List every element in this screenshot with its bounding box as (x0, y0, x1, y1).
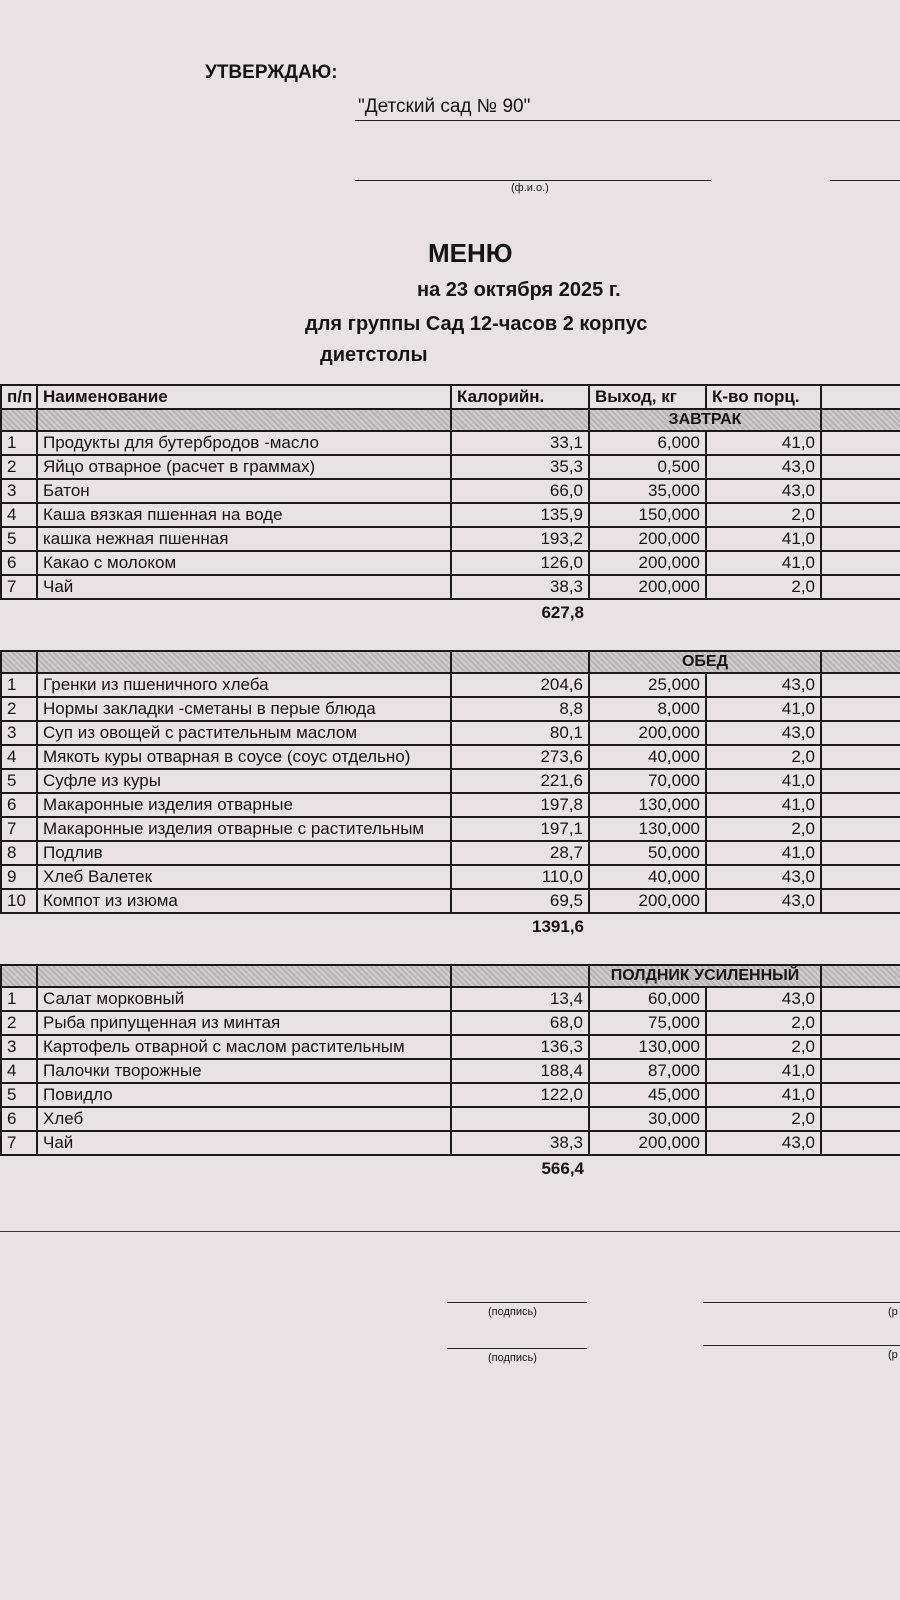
extra-cell (821, 745, 900, 769)
extra-cell (821, 431, 900, 455)
section-spacer (37, 651, 451, 673)
table-row (1, 527, 900, 551)
table-row (1, 697, 900, 721)
dish-name: Хлеб (37, 1107, 451, 1131)
extra-cell (821, 1035, 900, 1059)
row-number: 1 (1, 673, 37, 697)
table-row (1, 551, 900, 575)
dish-name: Мякоть куры отварная в соусе (соус отдельно) (37, 745, 451, 769)
portions-value: 43,0 (706, 455, 821, 479)
portions-value: 43,0 (706, 479, 821, 503)
table-row (1, 1035, 900, 1059)
signature-underline (830, 180, 900, 181)
table-row (1, 987, 900, 1011)
table-row (1, 1059, 900, 1083)
table-row (1, 503, 900, 527)
output-value: 70,000 (589, 769, 706, 793)
table-row (1, 817, 900, 841)
extra-cell (821, 1011, 900, 1035)
dish-name: Повидло (37, 1083, 451, 1107)
output-value: 0,500 (589, 455, 706, 479)
calories-value: 38,3 (451, 1131, 589, 1155)
portions-value: 2,0 (706, 575, 821, 599)
table-row (1, 769, 900, 793)
row-number: 9 (1, 865, 37, 889)
row-number: 2 (1, 455, 37, 479)
row-number: 8 (1, 841, 37, 865)
portions-value: 43,0 (706, 673, 821, 697)
row-number: 1 (1, 431, 37, 455)
menu-group: для группы Сад 12-часов 2 корпус (305, 313, 648, 335)
total-spacer (37, 599, 451, 626)
dish-name: Подлив (37, 841, 451, 865)
section-title: ОБЕД (589, 651, 821, 673)
total-spacer (589, 1155, 706, 1182)
row-number: 2 (1, 697, 37, 721)
dish-name: Макаронные изделия отварные с растительным (37, 817, 451, 841)
dish-name: Салат морковный (37, 987, 451, 1011)
dish-name: Продукты для бутербродов -масло (37, 431, 451, 455)
calories-value: 28,7 (451, 841, 589, 865)
section-total: 566,4 (541, 1159, 584, 1178)
dish-name: Суфле из куры (37, 769, 451, 793)
extra-cell (821, 1059, 900, 1083)
section-spacer (451, 965, 589, 987)
dish-name: Рыба припущенная из минтая (37, 1011, 451, 1035)
fio-underline (355, 180, 711, 181)
total-spacer (821, 599, 900, 626)
total-spacer (821, 913, 900, 940)
calories-value: 8,8 (451, 697, 589, 721)
section-header (1, 651, 900, 673)
dish-name: Какао с молоком (37, 551, 451, 575)
section-total-row (1, 599, 900, 626)
row-number: 4 (1, 503, 37, 527)
page-title: МЕНЮ (428, 238, 513, 268)
calories-value: 221,6 (451, 769, 589, 793)
section-header (1, 965, 900, 987)
output-value: 200,000 (589, 1131, 706, 1155)
calories-value: 204,6 (451, 673, 589, 697)
output-value: 150,000 (589, 503, 706, 527)
portions-value: 41,0 (706, 551, 821, 575)
fio-caption: (ф.и.о.) (511, 182, 549, 194)
extra-cell (821, 889, 900, 913)
row-number: 6 (1, 1107, 37, 1131)
total-spacer (37, 913, 451, 940)
output-value: 6,000 (589, 431, 706, 455)
output-value: 40,000 (589, 745, 706, 769)
extra-cell (821, 721, 900, 745)
portions-value: 2,0 (706, 1035, 821, 1059)
calories-value: 69,5 (451, 889, 589, 913)
section-spacer (1, 409, 37, 431)
total-spacer (706, 599, 821, 626)
gap-cell (1, 626, 900, 651)
row-number: 6 (1, 551, 37, 575)
column-header-portions: К-во порц. (706, 385, 821, 409)
extra-cell (821, 865, 900, 889)
calories-value: 66,0 (451, 479, 589, 503)
section-spacer (821, 965, 900, 987)
dish-name: Чай (37, 575, 451, 599)
extra-cell (821, 1083, 900, 1107)
portions-value: 2,0 (706, 1107, 821, 1131)
signature-caption-1: (подпись) (488, 1306, 537, 1318)
calories-value: 122,0 (451, 1083, 589, 1107)
approve-label: УТВЕРЖДАЮ: (205, 62, 338, 83)
row-number: 5 (1, 769, 37, 793)
section-spacer (1, 651, 37, 673)
row-number: 2 (1, 1011, 37, 1035)
extra-cell (821, 527, 900, 551)
section-gap (1, 626, 900, 651)
dish-name: Каша вязкая пшенная на воде (37, 503, 451, 527)
dish-name: Гренки из пшеничного хлеба (37, 673, 451, 697)
calories-value: 197,1 (451, 817, 589, 841)
section-spacer (451, 651, 589, 673)
organization-name: "Детский сад № 90" (358, 96, 531, 117)
total-spacer (1, 1155, 37, 1182)
column-header-number: п/п (1, 385, 37, 409)
table-row (1, 841, 900, 865)
extra-cell (821, 551, 900, 575)
column-header-calories: Калорийн. (451, 385, 589, 409)
row-number: 1 (1, 987, 37, 1011)
row-number: 5 (1, 527, 37, 551)
portions-value: 41,0 (706, 769, 821, 793)
portions-value: 2,0 (706, 1011, 821, 1035)
output-value: 130,000 (589, 817, 706, 841)
table-row (1, 431, 900, 455)
row-number: 3 (1, 721, 37, 745)
extra-cell (821, 575, 900, 599)
portions-value: 2,0 (706, 503, 821, 527)
calories-value: 197,8 (451, 793, 589, 817)
portions-value: 41,0 (706, 793, 821, 817)
calories-value (451, 1107, 589, 1131)
calories-value: 80,1 (451, 721, 589, 745)
extra-cell (821, 479, 900, 503)
table-row (1, 793, 900, 817)
row-number: 10 (1, 889, 37, 913)
section-total: 627,8 (541, 603, 584, 622)
output-value: 200,000 (589, 551, 706, 575)
row-number: 5 (1, 1083, 37, 1107)
portions-value: 41,0 (706, 697, 821, 721)
calories-value: 38,3 (451, 575, 589, 599)
column-header-extra (821, 385, 900, 409)
portions-value: 41,0 (706, 431, 821, 455)
calories-value: 33,1 (451, 431, 589, 455)
organization-underline (355, 120, 900, 121)
calories-value: 126,0 (451, 551, 589, 575)
portions-value: 43,0 (706, 889, 821, 913)
extra-cell (821, 503, 900, 527)
extra-cell (821, 769, 900, 793)
table-header (1, 385, 900, 409)
calories-value: 135,9 (451, 503, 589, 527)
right-caption-2: (р (888, 1349, 898, 1361)
output-value: 30,000 (589, 1107, 706, 1131)
table-row (1, 745, 900, 769)
dish-name: Картофель отварной с маслом растительным (37, 1035, 451, 1059)
calories-value: 13,4 (451, 987, 589, 1011)
total-spacer (821, 1155, 900, 1182)
calories-value: 188,4 (451, 1059, 589, 1083)
table-row (1, 721, 900, 745)
signature-caption-2: (подпись) (488, 1352, 537, 1364)
table-row (1, 1107, 900, 1131)
section-title: ЗАВТРАК (589, 409, 821, 431)
row-number: 6 (1, 793, 37, 817)
extra-cell (821, 1131, 900, 1155)
section-spacer (1, 965, 37, 987)
table-row (1, 889, 900, 913)
output-value: 87,000 (589, 1059, 706, 1083)
calories-value: 110,0 (451, 865, 589, 889)
portions-value: 43,0 (706, 721, 821, 745)
footer-divider (0, 1231, 900, 1232)
portions-value: 41,0 (706, 1083, 821, 1107)
gap-cell (1, 940, 900, 965)
row-number: 7 (1, 817, 37, 841)
dish-name: Чай (37, 1131, 451, 1155)
output-value: 45,000 (589, 1083, 706, 1107)
calories-value: 193,2 (451, 527, 589, 551)
extra-cell (821, 455, 900, 479)
section-gap (1, 940, 900, 965)
section-spacer (37, 965, 451, 987)
section-total-row (1, 913, 900, 940)
portions-value: 2,0 (706, 745, 821, 769)
table-row (1, 455, 900, 479)
section-spacer (821, 409, 900, 431)
output-value: 25,000 (589, 673, 706, 697)
table-row (1, 673, 900, 697)
row-number: 3 (1, 479, 37, 503)
dish-name: Яйцо отварное (расчет в граммах) (37, 455, 451, 479)
extra-cell (821, 841, 900, 865)
dish-name: Батон (37, 479, 451, 503)
output-value: 200,000 (589, 889, 706, 913)
row-number: 4 (1, 1059, 37, 1083)
section-spacer (451, 409, 589, 431)
output-value: 130,000 (589, 1035, 706, 1059)
right-signature-line-2 (703, 1345, 900, 1346)
total-spacer (589, 599, 706, 626)
right-signature-line-1 (703, 1302, 900, 1303)
signature-line-2 (447, 1348, 587, 1349)
output-value: 35,000 (589, 479, 706, 503)
dish-name: Компот из изюма (37, 889, 451, 913)
calories-value: 273,6 (451, 745, 589, 769)
portions-value: 43,0 (706, 865, 821, 889)
extra-cell (821, 673, 900, 697)
output-value: 75,000 (589, 1011, 706, 1035)
output-value: 8,000 (589, 697, 706, 721)
dish-name: Нормы закладки -сметаны в перые блюда (37, 697, 451, 721)
table-row (1, 575, 900, 599)
extra-cell (821, 697, 900, 721)
section-spacer (821, 651, 900, 673)
section-header (1, 409, 900, 431)
total-spacer (706, 913, 821, 940)
output-value: 50,000 (589, 841, 706, 865)
table-row (1, 865, 900, 889)
dish-name: Хлеб Валетек (37, 865, 451, 889)
calories-value: 136,3 (451, 1035, 589, 1059)
extra-cell (821, 817, 900, 841)
total-spacer (37, 1155, 451, 1182)
row-number: 7 (1, 575, 37, 599)
output-value: 200,000 (589, 527, 706, 551)
table-row (1, 1011, 900, 1035)
output-value: 40,000 (589, 865, 706, 889)
portions-value: 41,0 (706, 841, 821, 865)
column-header-output: Выход, кг (589, 385, 706, 409)
extra-cell (821, 1107, 900, 1131)
dish-name: Палочки творожные (37, 1059, 451, 1083)
section-total: 1391,6 (532, 917, 584, 936)
menu-table (0, 384, 900, 1182)
table-row (1, 479, 900, 503)
menu-diet: диетстолы (320, 344, 428, 366)
total-spacer (589, 913, 706, 940)
section-spacer (37, 409, 451, 431)
table-row (1, 1131, 900, 1155)
right-caption-1: (р (888, 1306, 898, 1318)
column-header-name: Наименование (37, 385, 451, 409)
section-total-row (1, 1155, 900, 1182)
section-title: ПОЛДНИК УСИЛЕННЫЙ (589, 965, 821, 987)
total-spacer (1, 599, 37, 626)
dish-name: Макаронные изделия отварные (37, 793, 451, 817)
extra-cell (821, 987, 900, 1011)
output-value: 200,000 (589, 575, 706, 599)
calories-value: 35,3 (451, 455, 589, 479)
extra-cell (821, 793, 900, 817)
portions-value: 41,0 (706, 527, 821, 551)
portions-value: 43,0 (706, 1131, 821, 1155)
table-row (1, 1083, 900, 1107)
row-number: 4 (1, 745, 37, 769)
row-number: 3 (1, 1035, 37, 1059)
output-value: 200,000 (589, 721, 706, 745)
calories-value: 68,0 (451, 1011, 589, 1035)
portions-value: 2,0 (706, 817, 821, 841)
total-spacer (1, 913, 37, 940)
menu-date: на 23 октября 2025 г. (417, 279, 621, 301)
signature-line-1 (447, 1302, 587, 1303)
row-number: 7 (1, 1131, 37, 1155)
dish-name: Суп из овощей с растительным маслом (37, 721, 451, 745)
portions-value: 41,0 (706, 1059, 821, 1083)
portions-value: 43,0 (706, 987, 821, 1011)
output-value: 130,000 (589, 793, 706, 817)
dish-name: кашка нежная пшенная (37, 527, 451, 551)
output-value: 60,000 (589, 987, 706, 1011)
total-spacer (706, 1155, 821, 1182)
